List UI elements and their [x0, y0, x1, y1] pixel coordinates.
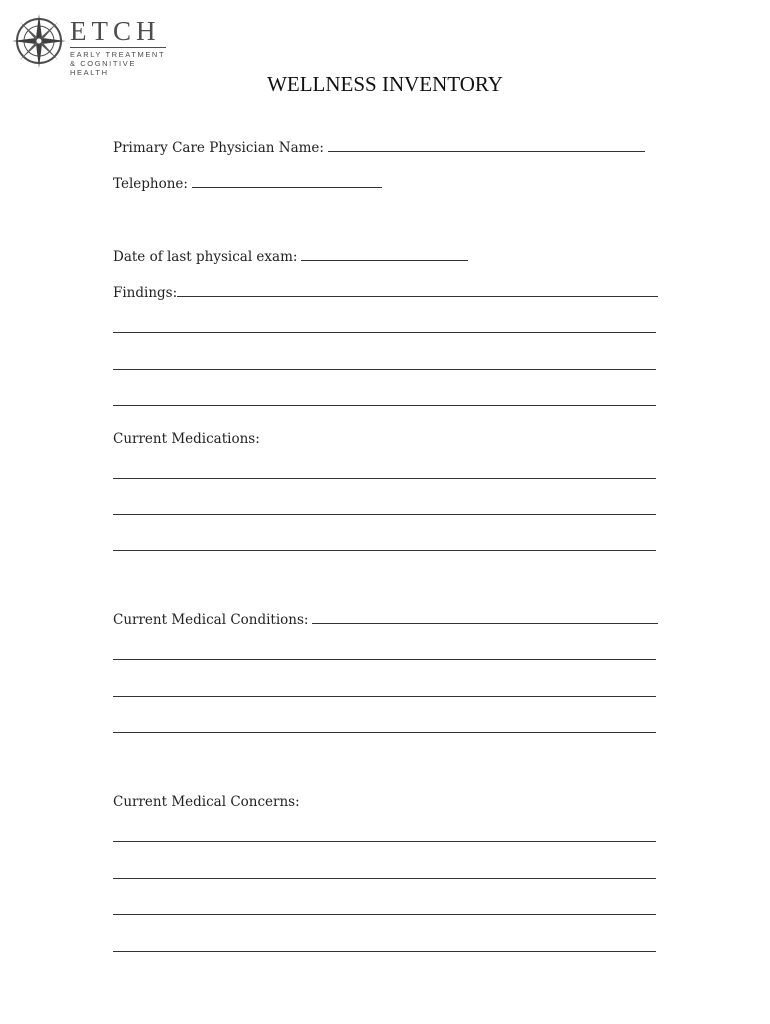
telephone-label: Telephone: — [113, 176, 188, 192]
physician-label: Primary Care Physician Name: — [113, 140, 324, 156]
physician-field — [113, 136, 658, 156]
medications-line-2[interactable] — [113, 514, 656, 515]
concerns-line-4[interactable] — [113, 951, 656, 952]
medications-label: Current Medications: — [113, 431, 260, 447]
logo-name: ETCH — [70, 16, 161, 46]
concerns-label: Current Medical Concerns: — [113, 794, 300, 810]
last-exam-input-line[interactable] — [301, 260, 468, 261]
etch-logo — [8, 10, 178, 77]
telephone-input-line[interactable] — [192, 187, 382, 188]
conditions-input-line[interactable] — [312, 623, 658, 624]
page-title: WELLNESS INVENTORY — [267, 72, 503, 96]
findings-line-3[interactable] — [113, 369, 656, 370]
conditions-line-4[interactable] — [113, 732, 656, 733]
physician-input-line[interactable] — [328, 151, 645, 152]
conditions-line-2[interactable] — [113, 659, 656, 660]
findings-input-line[interactable] — [177, 296, 658, 297]
concerns-line-3[interactable] — [113, 914, 656, 915]
medications-field — [113, 427, 658, 447]
compass-star-icon — [10, 12, 68, 70]
findings-field — [113, 281, 658, 301]
concerns-line-1[interactable] — [113, 841, 656, 842]
findings-line-2[interactable] — [113, 332, 656, 333]
conditions-field — [113, 608, 658, 628]
logo-divider — [70, 47, 166, 48]
concerns-line-2[interactable] — [113, 878, 656, 879]
last-exam-label: Date of last physical exam: — [113, 249, 298, 265]
last-exam-field — [113, 245, 658, 265]
conditions-label: Current Medical Conditions: — [113, 612, 309, 628]
logo-tagline-1: EARLY TREATMENT — [70, 50, 166, 59]
findings-label: Findings: — [113, 285, 178, 301]
conditions-line-3[interactable] — [113, 696, 656, 697]
medications-line-1[interactable] — [113, 478, 656, 479]
findings-line-4[interactable] — [113, 405, 656, 406]
medications-line-3[interactable] — [113, 550, 656, 551]
telephone-field — [113, 172, 658, 192]
logo-tagline-2: & COGNITIVE HEALTH — [70, 59, 136, 77]
concerns-field — [113, 790, 658, 810]
